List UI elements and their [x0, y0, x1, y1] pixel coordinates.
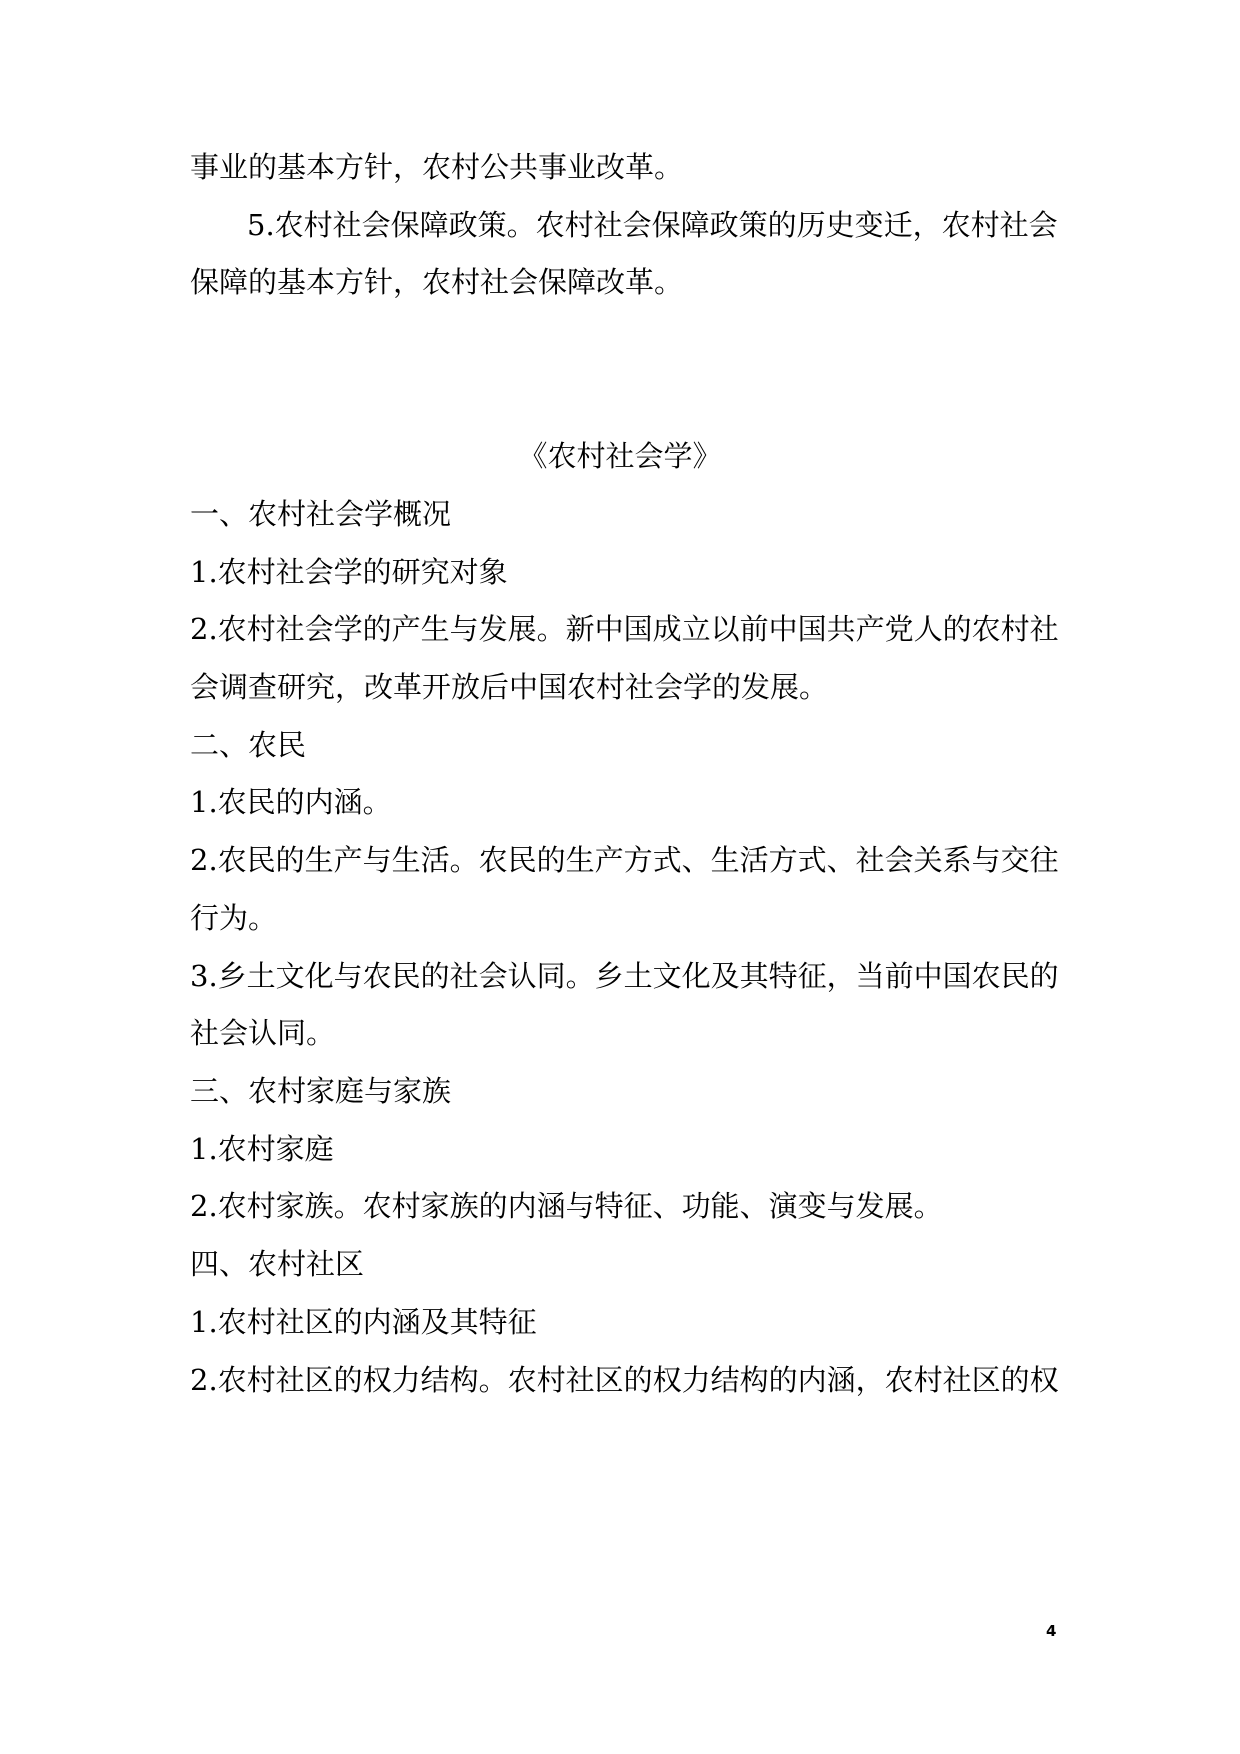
text-line: 会调查研究，改革开放后中国农村社会学的发展。 [190, 670, 829, 704]
text-line: 行为。 [190, 901, 278, 935]
heading: 二、农民 [190, 728, 307, 762]
text-line: 1.农村社区的内涵及其特征 [190, 1305, 537, 1339]
text-line: 5.农村社会保障政策。农村社会保障政策的历史变迁，农村社会 [247, 208, 1058, 242]
section-title: 《农村社会学》 [518, 439, 722, 473]
text-line: 2.农民的生产与生活。农民的生产方式、生活方式、社会关系与交往 [190, 843, 1059, 877]
text-line: 1.农民的内涵。 [190, 785, 392, 819]
heading: 三、农村家庭与家族 [190, 1074, 452, 1108]
text-line: 1.农村社会学的研究对象 [190, 555, 508, 589]
text-line: 2.农村家族。农村家族的内涵与特征、功能、演变与发展。 [190, 1189, 943, 1223]
text-line: 2.农村社区的权力结构。农村社区的权力结构的内涵，农村社区的权 [190, 1363, 1059, 1397]
page-number: 4 [1046, 1622, 1057, 1640]
text-line: 2.农村社会学的产生与发展。新中国成立以前中国共产党人的农村社 [190, 612, 1059, 646]
text-line: 社会认同。 [190, 1016, 336, 1050]
text-line: 保障的基本方针，农村社会保障改革。 [190, 265, 684, 299]
text-line: 1.农村家庭 [190, 1132, 334, 1166]
heading: 一、农村社会学概况 [190, 497, 452, 531]
text-line: 3.乡土文化与农民的社会认同。乡土文化及其特征，当前中国农民的 [190, 959, 1059, 993]
heading: 四、农村社区 [190, 1247, 365, 1281]
text-line: 事业的基本方针，农村公共事业改革。 [190, 150, 684, 184]
